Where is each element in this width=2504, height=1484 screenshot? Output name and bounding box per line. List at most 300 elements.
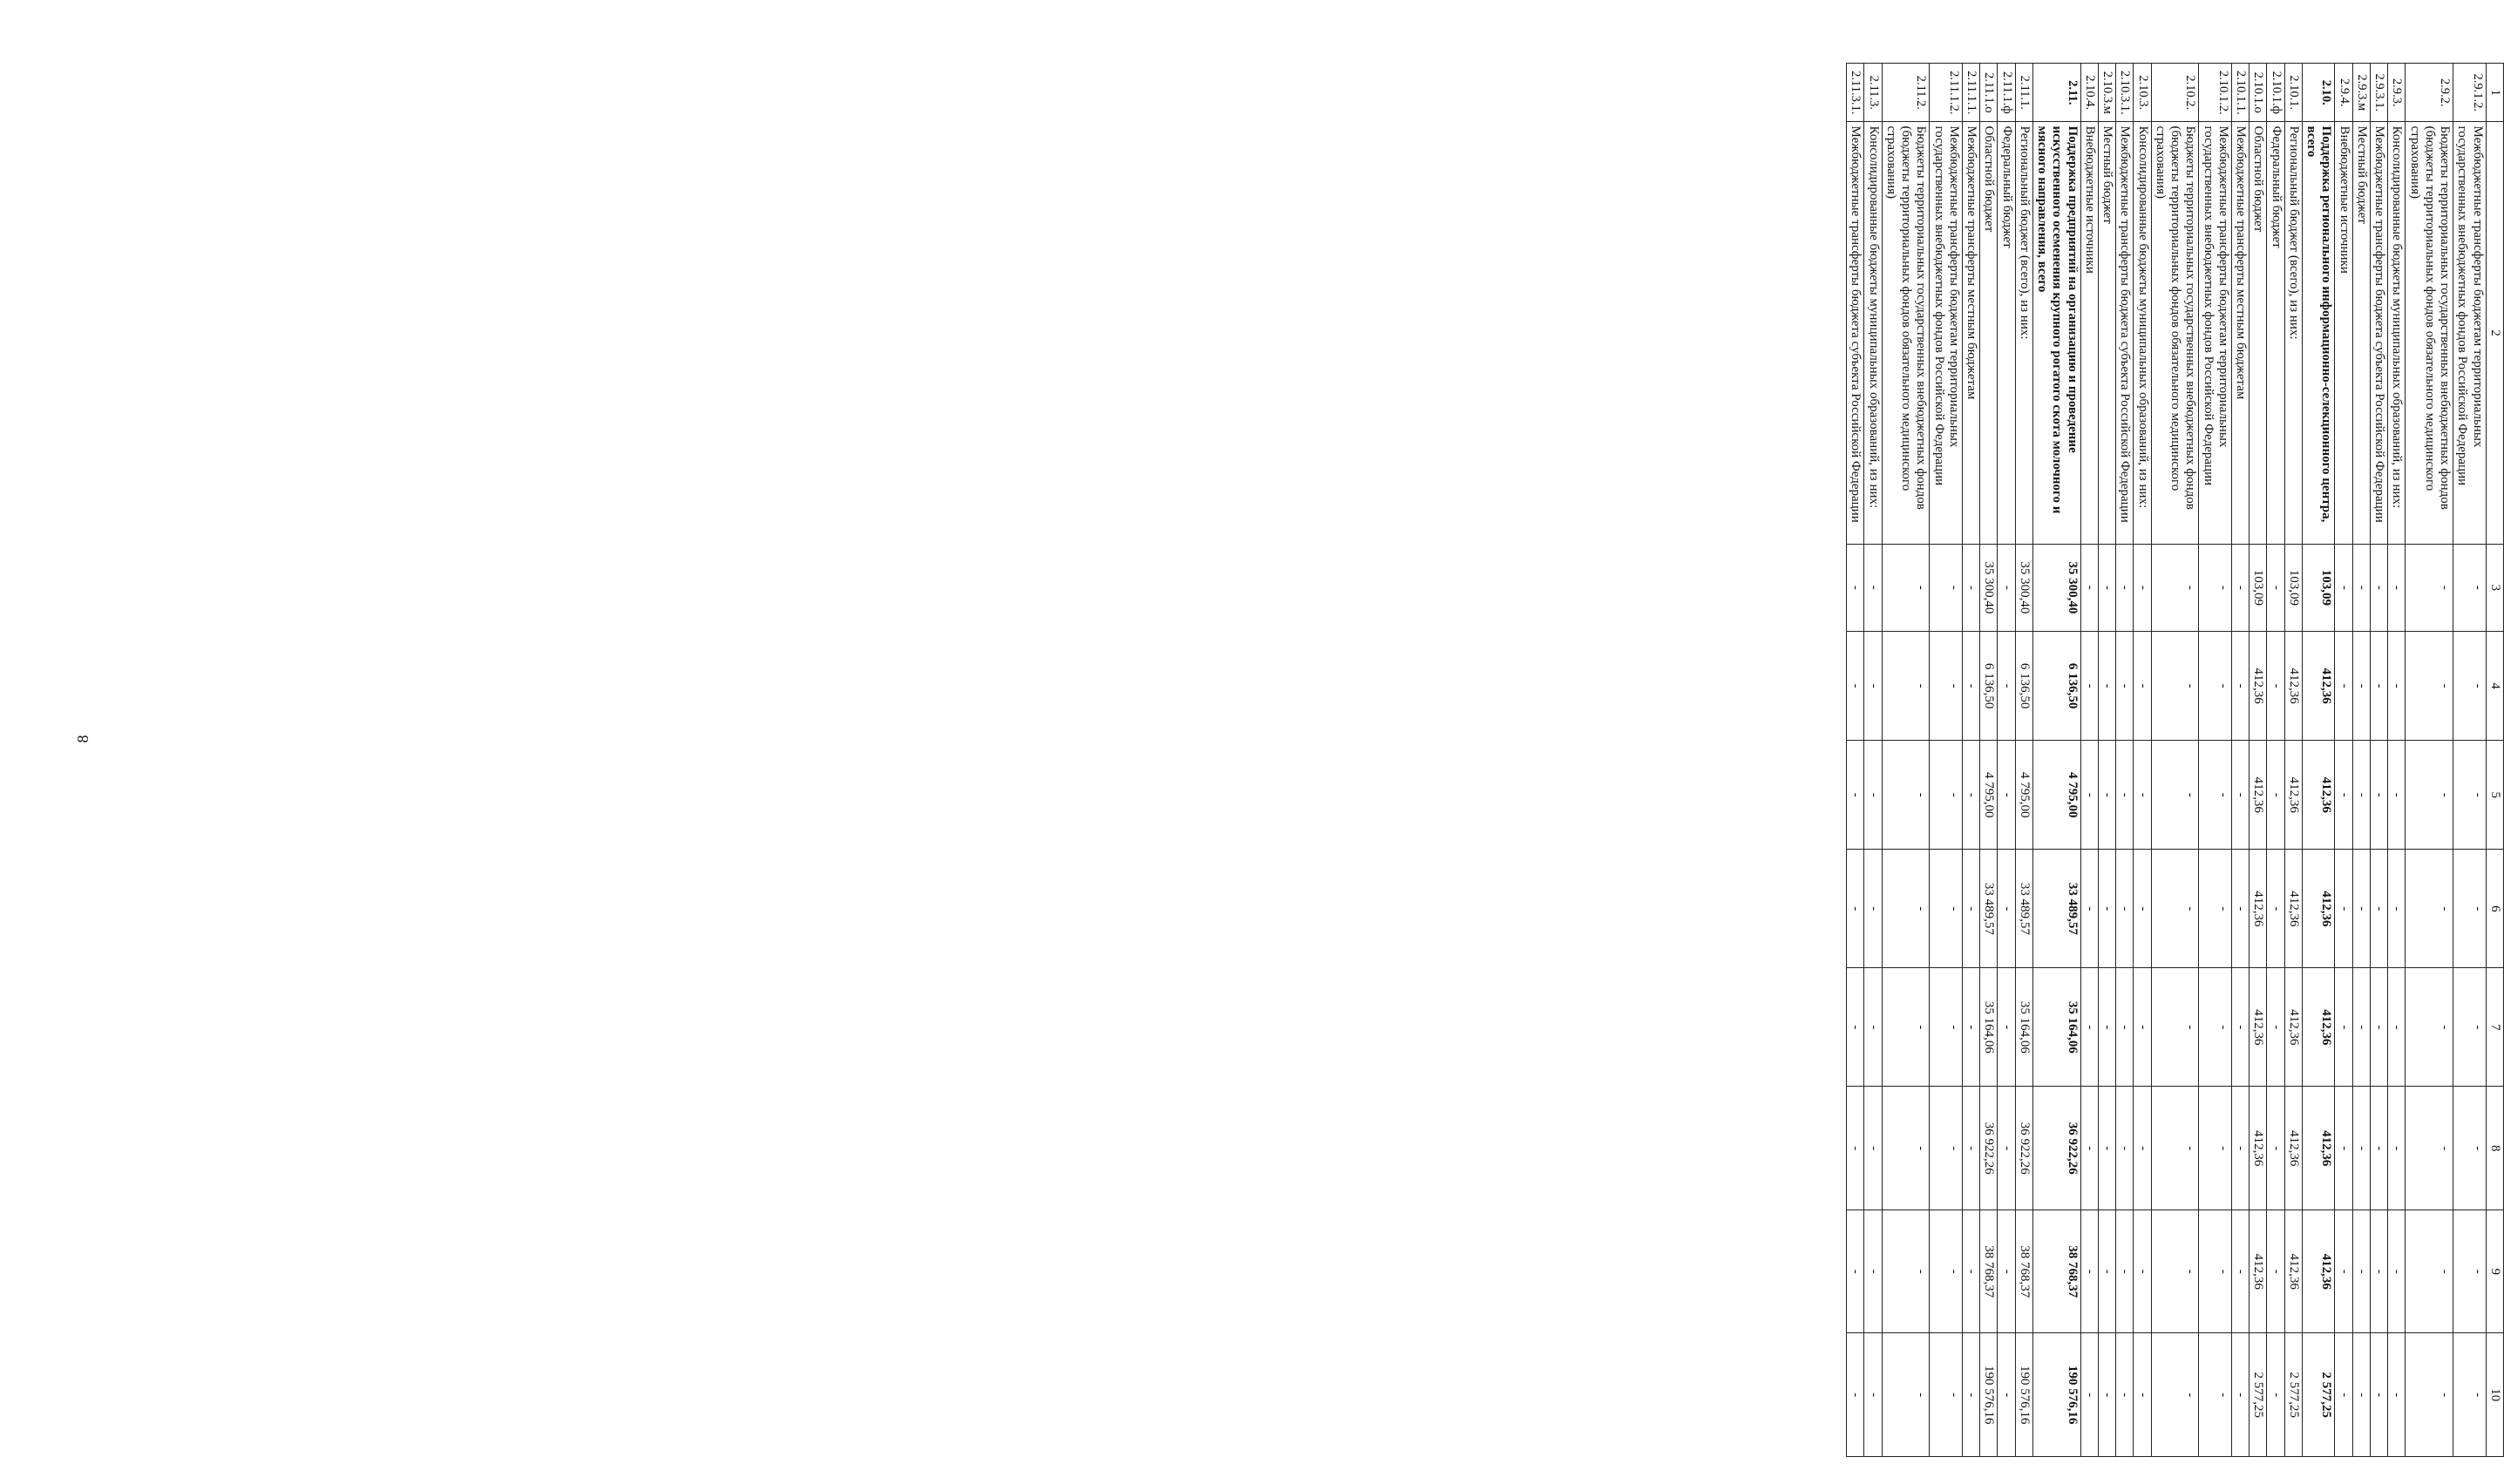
- value-cell: -: [1963, 968, 1980, 1087]
- rotated-table-container: [935, 63, 2502, 1457]
- value-cell: 38 768,37: [2015, 1210, 2032, 1333]
- value-cell: -: [1998, 968, 2015, 1087]
- value-cell: 412,36: [2250, 968, 2267, 1087]
- value-cell: -: [2134, 1333, 2151, 1457]
- row-code: 2.9.3.м: [2352, 64, 2370, 122]
- row-code: 2.11.3.: [1864, 64, 1882, 122]
- row-code: 2.11.3.1.: [1847, 64, 1864, 122]
- value-cell: 103,09: [2250, 544, 2267, 631]
- table-row: [2453, 64, 2487, 1457]
- row-name: Федеральный бюджет: [2267, 122, 2284, 544]
- value-cell: -: [2335, 632, 2352, 741]
- value-cell: -: [2267, 850, 2284, 968]
- value-cell: -: [2232, 850, 2250, 968]
- value-cell: -: [2134, 544, 2151, 631]
- row-code: 2.10.1.о: [2250, 64, 2267, 122]
- value-cell: -: [2267, 1087, 2284, 1210]
- value-cell: 35 164,06: [2033, 968, 2081, 1087]
- column-header: 5: [2486, 741, 2503, 850]
- value-cell: -: [2406, 968, 2453, 1087]
- value-cell: 6 136,50: [1980, 632, 1998, 741]
- value-cell: 4 795,00: [2033, 741, 2081, 850]
- value-cell: -: [2080, 968, 2098, 1087]
- value-cell: 103,09: [2284, 544, 2302, 631]
- value-cell: 412,36: [2284, 1087, 2302, 1210]
- table-row: [2116, 64, 2134, 1457]
- value-cell: -: [1864, 741, 1882, 850]
- table-row: [2335, 64, 2352, 1457]
- value-cell: 4 795,00: [2015, 741, 2032, 850]
- row-name: Федеральный бюджет: [1998, 122, 2015, 544]
- value-cell: -: [1998, 544, 2015, 631]
- value-cell: 412,36: [2303, 1087, 2336, 1210]
- row-name: Региональный бюджет (всего), из них:: [2284, 122, 2302, 544]
- value-cell: -: [2134, 632, 2151, 741]
- value-cell: -: [2116, 1210, 2134, 1333]
- value-cell: -: [2151, 632, 2199, 741]
- value-cell: -: [2371, 1333, 2388, 1457]
- value-cell: -: [1882, 1087, 1930, 1210]
- row-name: Межбюджетные трансферты бюджетам территориальных государственных внебюджетных фондов Российской Федерации: [2453, 122, 2487, 544]
- value-cell: -: [1998, 1210, 2015, 1333]
- value-cell: 412,36: [2303, 968, 2336, 1087]
- value-cell: -: [2080, 1087, 2098, 1210]
- value-cell: -: [2406, 1333, 2453, 1457]
- value-cell: 35 300,40: [2033, 544, 2081, 631]
- value-cell: -: [1963, 1333, 1980, 1457]
- value-cell: -: [2134, 1210, 2151, 1333]
- value-cell: -: [2371, 741, 2388, 850]
- value-cell: -: [2151, 1333, 2199, 1457]
- row-code: 2.11.1.: [2015, 64, 2032, 122]
- row-name: Местный бюджет: [2099, 122, 2116, 544]
- value-cell: -: [2232, 1333, 2250, 1457]
- row-code: 2.10.3.: [2134, 64, 2151, 122]
- table-row: [2371, 64, 2388, 1457]
- value-cell: -: [1930, 850, 1963, 968]
- value-cell: -: [2099, 1087, 2116, 1210]
- value-cell: -: [2388, 850, 2406, 968]
- value-cell: -: [1930, 968, 1963, 1087]
- row-name: Межбюджетные трансферты бюджетам территориальных государственных внебюджетных фондов Российской Федерации: [2199, 122, 2232, 544]
- value-cell: -: [2453, 1333, 2487, 1457]
- value-cell: 412,36: [2284, 632, 2302, 741]
- value-cell: 36 922,26: [1980, 1087, 1998, 1210]
- value-cell: -: [2199, 1087, 2232, 1210]
- row-code: 2.9.3.: [2388, 64, 2406, 122]
- value-cell: -: [2453, 1210, 2487, 1333]
- value-cell: -: [2232, 741, 2250, 850]
- value-cell: 412,36: [2284, 741, 2302, 850]
- table-row: [2267, 64, 2284, 1457]
- value-cell: -: [1847, 850, 1864, 968]
- table-row: [2080, 64, 2098, 1457]
- value-cell: -: [2371, 968, 2388, 1087]
- table-row: [2199, 64, 2232, 1457]
- table-row: [2284, 64, 2302, 1457]
- table-header-row: [2486, 64, 2503, 1457]
- value-cell: -: [2199, 632, 2232, 741]
- column-header: 4: [2486, 632, 2503, 741]
- value-cell: -: [1882, 1210, 1930, 1333]
- table-row: [2232, 64, 2250, 1457]
- value-cell: 103,09: [2303, 544, 2336, 631]
- value-cell: -: [2388, 1210, 2406, 1333]
- value-cell: -: [2199, 1333, 2232, 1457]
- value-cell: -: [1882, 1333, 1930, 1457]
- value-cell: -: [1847, 968, 1864, 1087]
- column-header: 1: [2486, 64, 2503, 122]
- row-code: 2.10.3.м: [2099, 64, 2116, 122]
- value-cell: -: [2151, 544, 2199, 631]
- value-cell: -: [2352, 850, 2370, 968]
- value-cell: -: [2134, 1087, 2151, 1210]
- value-cell: -: [1998, 850, 2015, 968]
- value-cell: -: [2335, 741, 2352, 850]
- row-name: Внебюджетные источники: [2335, 122, 2352, 544]
- value-cell: -: [2335, 1210, 2352, 1333]
- table-row: [2406, 64, 2453, 1457]
- value-cell: -: [1998, 632, 2015, 741]
- row-name: Бюджеты территориальных государственных внебюджетных фондов (бюджеты территориальных фондов обязательного медицинского страхования): [2406, 122, 2453, 544]
- value-cell: -: [2406, 544, 2453, 631]
- row-code: 2.11.2.: [1882, 64, 1930, 122]
- value-cell: -: [2352, 1210, 2370, 1333]
- value-cell: -: [2371, 850, 2388, 968]
- value-cell: -: [2267, 1333, 2284, 1457]
- value-cell: -: [1963, 1087, 1980, 1210]
- row-code: 2.9.3.1.: [2371, 64, 2388, 122]
- value-cell: -: [1847, 544, 1864, 631]
- value-cell: 190 576,16: [2033, 1333, 2081, 1457]
- value-cell: 35 300,40: [2015, 544, 2032, 631]
- row-code: 2.10.1.2.: [2199, 64, 2232, 122]
- page-number: 8: [74, 735, 92, 743]
- value-cell: -: [2267, 968, 2284, 1087]
- row-name: Межбюджетные трансферты бюджета субъекта Российской Федерации: [2371, 122, 2388, 544]
- row-code: 2.11.1.ф: [1998, 64, 2015, 122]
- row-code: 2.10.1.: [2284, 64, 2302, 122]
- value-cell: 6 136,50: [2033, 632, 2081, 741]
- value-cell: -: [2116, 850, 2134, 968]
- row-code: 2.10.2.: [2151, 64, 2199, 122]
- value-cell: 35 300,40: [1980, 544, 1998, 631]
- value-cell: 412,36: [2303, 741, 2336, 850]
- value-cell: -: [1882, 544, 1930, 631]
- value-cell: 33 489,57: [2033, 850, 2081, 968]
- value-cell: -: [1847, 741, 1864, 850]
- value-cell: -: [2080, 632, 2098, 741]
- value-cell: -: [2151, 741, 2199, 850]
- column-header: 6: [2486, 850, 2503, 968]
- row-name: Бюджеты территориальных государственных внебюджетных фондов (бюджеты территориальных фондов обязательного медицинского страхования): [2151, 122, 2199, 544]
- value-cell: 35 164,06: [2015, 968, 2032, 1087]
- value-cell: 412,36: [2284, 968, 2302, 1087]
- value-cell: -: [2151, 1087, 2199, 1210]
- value-cell: 412,36: [2284, 1210, 2302, 1333]
- value-cell: -: [2267, 632, 2284, 741]
- value-cell: -: [2371, 1087, 2388, 1210]
- value-cell: -: [2388, 741, 2406, 850]
- value-cell: -: [1882, 741, 1930, 850]
- value-cell: -: [2335, 1333, 2352, 1457]
- value-cell: -: [2453, 968, 2487, 1087]
- value-cell: -: [1930, 741, 1963, 850]
- value-cell: -: [2406, 850, 2453, 968]
- value-cell: -: [1998, 1087, 2015, 1210]
- value-cell: -: [1882, 632, 1930, 741]
- value-cell: -: [2199, 1210, 2232, 1333]
- row-code: 2.11.1.1.: [1963, 64, 1980, 122]
- column-header: 10: [2486, 1333, 2503, 1457]
- value-cell: 2 577,25: [2303, 1333, 2336, 1457]
- value-cell: -: [2335, 968, 2352, 1087]
- value-cell: 6 136,50: [2015, 632, 2032, 741]
- value-cell: -: [1930, 1087, 1963, 1210]
- value-cell: -: [2453, 544, 2487, 631]
- table-row: [1980, 64, 1998, 1457]
- value-cell: -: [1963, 632, 1980, 741]
- value-cell: -: [2453, 1087, 2487, 1210]
- table-row: [2134, 64, 2151, 1457]
- value-cell: -: [2352, 1333, 2370, 1457]
- row-name: Межбюджетные трансферты бюджета субъекта Российской Федерации: [1847, 122, 1864, 544]
- row-name: Поддержка регионального информационно-селекционного центра, всего: [2303, 122, 2336, 544]
- value-cell: -: [2199, 741, 2232, 850]
- value-cell: -: [2388, 1333, 2406, 1457]
- value-cell: -: [1864, 968, 1882, 1087]
- value-cell: -: [2232, 632, 2250, 741]
- value-cell: -: [2080, 1210, 2098, 1333]
- value-cell: -: [2232, 1210, 2250, 1333]
- value-cell: -: [1930, 1210, 1963, 1333]
- value-cell: -: [2453, 850, 2487, 968]
- value-cell: -: [1864, 1333, 1882, 1457]
- value-cell: -: [2199, 850, 2232, 968]
- value-cell: -: [2388, 1087, 2406, 1210]
- value-cell: -: [2267, 1210, 2284, 1333]
- column-header: 8: [2486, 1087, 2503, 1210]
- column-header: 9: [2486, 1210, 2503, 1333]
- value-cell: -: [1963, 850, 1980, 968]
- row-code: 2.10.1.1.: [2232, 64, 2250, 122]
- table-row: [2099, 64, 2116, 1457]
- value-cell: -: [2099, 968, 2116, 1087]
- value-cell: -: [2151, 968, 2199, 1087]
- value-cell: -: [2116, 741, 2134, 850]
- value-cell: -: [1963, 741, 1980, 850]
- row-name: Внебюджетные источники: [2080, 122, 2098, 544]
- column-header: 7: [2486, 968, 2503, 1087]
- value-cell: -: [1930, 632, 1963, 741]
- value-cell: -: [2406, 741, 2453, 850]
- value-cell: -: [2371, 544, 2388, 631]
- value-cell: -: [2335, 1087, 2352, 1210]
- value-cell: 412,36: [2303, 632, 2336, 741]
- value-cell: -: [1998, 1333, 2015, 1457]
- row-code: 2.9.1.2.: [2453, 64, 2487, 122]
- table-row: [1930, 64, 1963, 1457]
- value-cell: 412,36: [2250, 632, 2267, 741]
- value-cell: -: [2352, 741, 2370, 850]
- value-cell: -: [2388, 968, 2406, 1087]
- row-name: Межбюджетные трансферты местным бюджетам: [2232, 122, 2250, 544]
- value-cell: -: [2099, 632, 2116, 741]
- value-cell: 2 577,25: [2284, 1333, 2302, 1457]
- value-cell: -: [2151, 1210, 2199, 1333]
- value-cell: -: [1864, 1087, 1882, 1210]
- value-cell: 412,36: [2250, 741, 2267, 850]
- value-cell: -: [2099, 1210, 2116, 1333]
- row-name: Областной бюджет: [2250, 122, 2267, 544]
- value-cell: 36 922,26: [2033, 1087, 2081, 1210]
- row-code: 2.9.2.: [2406, 64, 2453, 122]
- value-cell: -: [2352, 632, 2370, 741]
- row-code: 2.11.1.2.: [1930, 64, 1963, 122]
- column-header: 3: [2486, 544, 2503, 631]
- table-body: [1847, 64, 2504, 1457]
- value-cell: -: [1882, 850, 1930, 968]
- row-name: Местный бюджет: [2352, 122, 2370, 544]
- value-cell: -: [2134, 741, 2151, 850]
- value-cell: -: [2116, 544, 2134, 631]
- value-cell: -: [2388, 632, 2406, 741]
- value-cell: -: [2352, 1087, 2370, 1210]
- table-row: [2250, 64, 2267, 1457]
- value-cell: -: [1847, 632, 1864, 741]
- row-name: Поддержка предприятий на организацию и проведение искусственного осеменения крупного рогатого скота молочного и мясного направления, всего: [2033, 122, 2081, 544]
- row-name: Межбюджетные трансферты бюджета субъекта Российской Федерации: [2116, 122, 2134, 544]
- value-cell: -: [2080, 850, 2098, 968]
- value-cell: 412,36: [2303, 850, 2336, 968]
- value-cell: 4 795,00: [1980, 741, 1998, 850]
- value-cell: 190 576,16: [1980, 1333, 1998, 1457]
- column-header: 2: [2486, 122, 2503, 544]
- value-cell: 33 489,57: [2015, 850, 2032, 968]
- table-row: [1998, 64, 2015, 1457]
- table-row: [2015, 64, 2032, 1457]
- value-cell: -: [2335, 850, 2352, 968]
- value-cell: -: [1864, 1210, 1882, 1333]
- value-cell: -: [1963, 544, 1980, 631]
- value-cell: -: [2116, 1087, 2134, 1210]
- table-row: [2352, 64, 2370, 1457]
- value-cell: 2 577,25: [2250, 1333, 2267, 1457]
- value-cell: 412,36: [2250, 1210, 2267, 1333]
- value-cell: -: [2335, 544, 2352, 631]
- value-cell: -: [2232, 968, 2250, 1087]
- row-code: 2.10.: [2303, 64, 2336, 122]
- value-cell: -: [1882, 968, 1930, 1087]
- value-cell: -: [2232, 544, 2250, 631]
- table-row: [2151, 64, 2199, 1457]
- row-name: Региональный бюджет (всего), из них:: [2015, 122, 2032, 544]
- value-cell: -: [2352, 968, 2370, 1087]
- value-cell: -: [2134, 850, 2151, 968]
- row-code: 2.11.: [2033, 64, 2081, 122]
- value-cell: -: [2151, 850, 2199, 968]
- value-cell: -: [1998, 741, 2015, 850]
- row-code: 2.9.4.: [2335, 64, 2352, 122]
- value-cell: 412,36: [2303, 1210, 2336, 1333]
- value-cell: -: [2453, 632, 2487, 741]
- value-cell: -: [1864, 632, 1882, 741]
- row-code: 2.10.1.ф: [2267, 64, 2284, 122]
- value-cell: -: [2099, 1333, 2116, 1457]
- value-cell: 36 922,26: [2015, 1087, 2032, 1210]
- value-cell: -: [2453, 741, 2487, 850]
- value-cell: -: [2406, 1210, 2453, 1333]
- value-cell: -: [2199, 544, 2232, 631]
- budget-table: [1846, 63, 2504, 1457]
- value-cell: -: [1963, 1210, 1980, 1333]
- value-cell: -: [1847, 1210, 1864, 1333]
- row-code: 2.10.3.1.: [2116, 64, 2134, 122]
- table-row: [2033, 64, 2081, 1457]
- row-name: Консолидированные бюджеты муниципальных образований, из них:: [2388, 122, 2406, 544]
- value-cell: -: [2080, 741, 2098, 850]
- value-cell: -: [2371, 632, 2388, 741]
- row-code: 2.11.1.о: [1980, 64, 1998, 122]
- table-row: [2388, 64, 2406, 1457]
- value-cell: -: [1864, 544, 1882, 631]
- value-cell: -: [2371, 1210, 2388, 1333]
- value-cell: 412,36: [2250, 1087, 2267, 1210]
- value-cell: -: [1864, 850, 1882, 968]
- value-cell: -: [2099, 741, 2116, 850]
- value-cell: -: [2352, 544, 2370, 631]
- value-cell: -: [1930, 544, 1963, 631]
- table-row: [1847, 64, 1864, 1457]
- value-cell: -: [2099, 544, 2116, 631]
- value-cell: -: [2267, 741, 2284, 850]
- value-cell: 35 164,06: [1980, 968, 1998, 1087]
- value-cell: 38 768,37: [2033, 1210, 2081, 1333]
- value-cell: -: [2080, 544, 2098, 631]
- value-cell: -: [2388, 544, 2406, 631]
- row-name: Областной бюджет: [1980, 122, 1998, 544]
- row-name: Межбюджетные трансферты бюджетам территориальных государственных внебюджетных фондов Российской Федерации: [1930, 122, 1963, 544]
- table-row: [1963, 64, 1980, 1457]
- value-cell: -: [2406, 632, 2453, 741]
- row-name: Консолидированные бюджеты муниципальных образований, из них:: [1864, 122, 1882, 544]
- value-cell: -: [2116, 632, 2134, 741]
- row-name: Межбюджетные трансферты местным бюджетам: [1963, 122, 1980, 544]
- value-cell: -: [2099, 850, 2116, 968]
- table-row: [2303, 64, 2336, 1457]
- value-cell: 38 768,37: [1980, 1210, 1998, 1333]
- value-cell: -: [2232, 1087, 2250, 1210]
- value-cell: -: [1847, 1087, 1864, 1210]
- value-cell: -: [1847, 1333, 1864, 1457]
- value-cell: -: [1930, 1333, 1963, 1457]
- value-cell: 190 576,16: [2015, 1333, 2032, 1457]
- value-cell: -: [2080, 1333, 2098, 1457]
- table-row: [1864, 64, 1882, 1457]
- value-cell: -: [2267, 544, 2284, 631]
- row-name: Консолидированные бюджеты муниципальных образований, из них:: [2134, 122, 2151, 544]
- row-code: 2.10.4.: [2080, 64, 2098, 122]
- value-cell: 412,36: [2250, 850, 2267, 968]
- value-cell: -: [2406, 1087, 2453, 1210]
- table-row: [1882, 64, 1930, 1457]
- value-cell: -: [2134, 968, 2151, 1087]
- value-cell: -: [2116, 968, 2134, 1087]
- value-cell: -: [2199, 968, 2232, 1087]
- value-cell: 33 489,57: [1980, 850, 1998, 968]
- value-cell: -: [2116, 1333, 2134, 1457]
- row-name: Бюджеты территориальных государственных внебюджетных фондов (бюджеты территориальных фондов обязательного медицинского страхования): [1882, 122, 1930, 544]
